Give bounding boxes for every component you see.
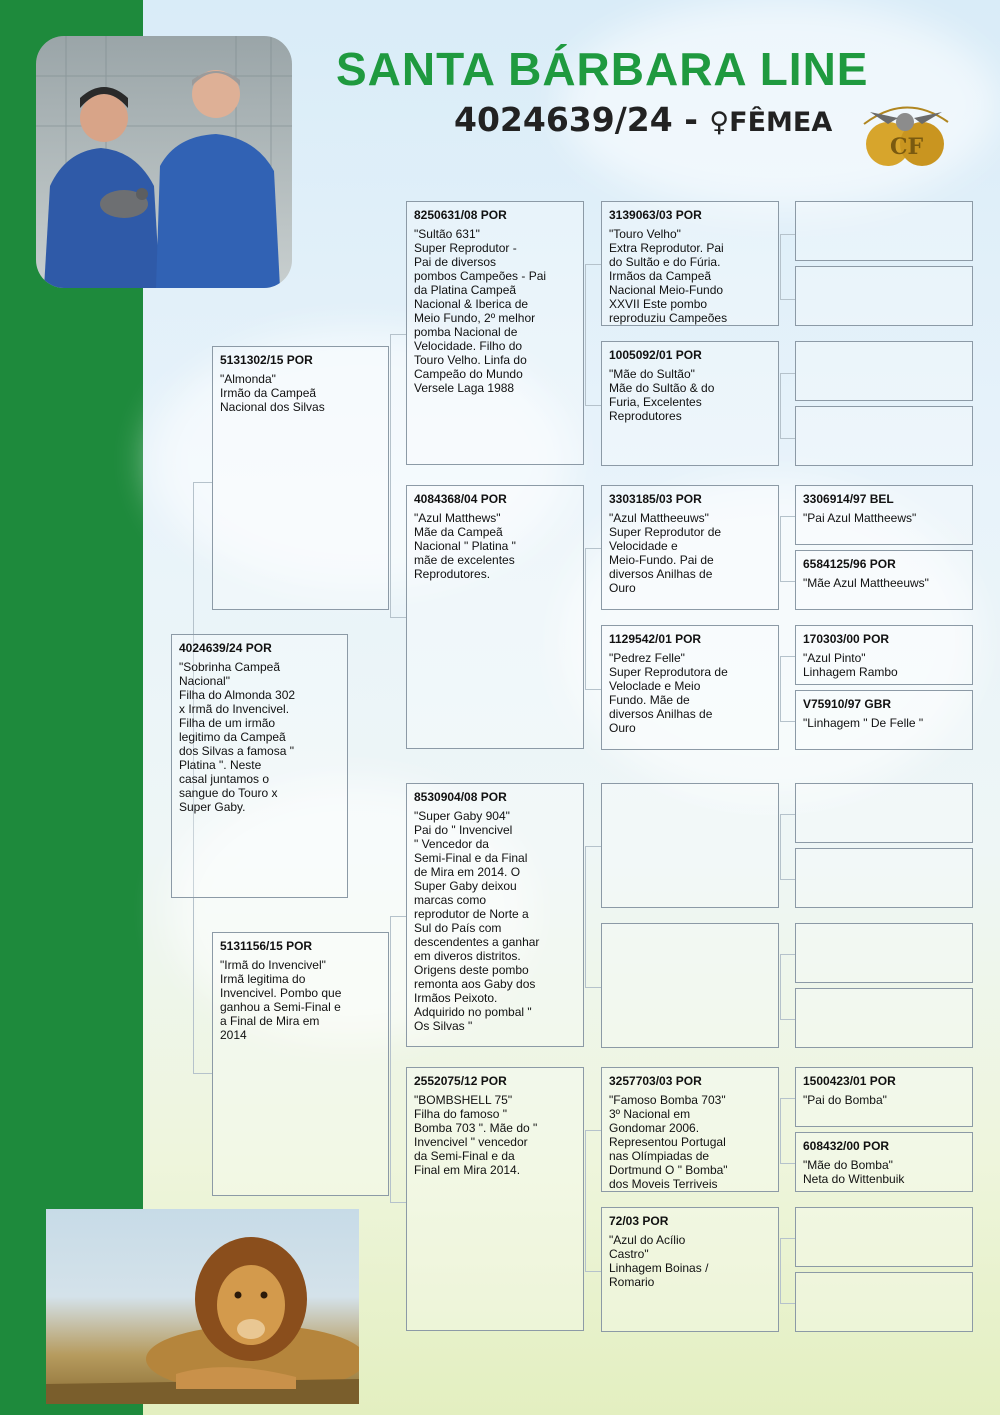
bird-description: "Sultão 631" Super Reprodutor - Pai de diversos pombos Campeões - Pai da Platina Campeã Nacional & Iberica de Meio Fundo, 2º melhor pomba Nacional de Velocidade. Filho do Touro Velho. Linfa do Campeão do Mundo Versele Laga 1988	[414, 227, 547, 395]
ring-number: 1005092/01 POR	[609, 348, 702, 362]
pedigree-ddd	[601, 1207, 779, 1332]
connector	[780, 1238, 796, 1304]
pedigree-g4-empty	[795, 201, 973, 261]
ring-number: 6584125/96 POR	[803, 557, 896, 571]
pedigree-dam	[212, 932, 389, 1196]
ring-number: 3303185/03 POR	[609, 492, 702, 506]
pedigree-g4-empty	[795, 1207, 973, 1267]
connector	[585, 264, 601, 406]
pedigree-sss	[601, 201, 779, 326]
connector	[390, 916, 406, 1203]
bird-description: "Azul Mattheeuws" Super Reprodutor de Velocidade e Meio-Fundo. Pai de diversos Anilhas de Ouro	[609, 511, 722, 595]
pedigree-g4-empty	[795, 1272, 973, 1332]
ring-number: V75910/97 GBR	[803, 697, 892, 711]
bird-description: "Azul Matthews" Mãe da Campeã Nacional " Platina " mãe de excelentes Reprodutores.	[414, 511, 516, 581]
connector	[780, 516, 796, 582]
pedigree-g4-empty	[795, 266, 973, 326]
ring-number: 8250631/08 POR	[414, 208, 507, 222]
pedigree-g4-empty	[795, 848, 973, 908]
pedigree-dsd-empty	[601, 923, 779, 1048]
female-icon: ♀	[709, 107, 730, 138]
ring-number: 1129542/01 POR	[609, 632, 702, 646]
bird-description: "Mãe do Sultão" Mãe do Sultão & do Furia, Excelentes Reprodutores	[609, 367, 715, 423]
heading-ring: 4024639/24 -	[454, 100, 698, 139]
pedigree-sdss	[795, 485, 973, 545]
connector	[780, 234, 796, 300]
pedigree-g4-empty	[795, 988, 973, 1048]
pedigree-sire-dam	[406, 485, 584, 749]
bird-description: "Famoso Bomba 703" 3º Nacional em Gondomar 2006. Representou Portugal nas Olímpiadas de Dortmund O " Bomba" dos Moveis Terriveis	[609, 1093, 728, 1191]
club-logo	[858, 94, 954, 170]
connector	[780, 1098, 796, 1164]
pedigree-dam-dam	[406, 1067, 584, 1331]
ring-number: 4084368/04 POR	[414, 492, 507, 506]
pedigree-g4-empty	[795, 923, 973, 983]
bird-description: "Pai Azul Mattheews"	[803, 511, 917, 525]
pedigree-sddd	[795, 690, 973, 750]
breeders-illustration	[36, 36, 292, 288]
lion-illustration	[46, 1209, 359, 1404]
pedigree-ddss	[795, 1067, 973, 1127]
pedigree-subject	[171, 634, 348, 898]
pedigree-sdsd	[795, 550, 973, 610]
ring-number: 4024639/24 POR	[179, 641, 272, 655]
connector	[780, 656, 796, 722]
pedigree-ssd	[601, 341, 779, 466]
pedigree-sdds	[795, 625, 973, 685]
connector	[780, 373, 796, 439]
bird-description: "Linhagem " De Felle "	[803, 716, 924, 730]
ring-number: 3306914/97 BEL	[803, 492, 894, 506]
ring-number: 2552075/12 POR	[414, 1074, 507, 1088]
pedigree-dam-sire	[406, 783, 584, 1047]
pedigree-sdd	[601, 625, 779, 750]
subject-ring-heading	[454, 100, 832, 139]
bird-description: "BOMBSHELL 75" Filha do famoso " Bomba 703 ". Mãe do " Invencivel " vencedor da Semi-Final e da Final em Mira 2014.	[414, 1093, 538, 1177]
ring-number: 3139063/03 POR	[609, 208, 702, 222]
ring-number: 72/03 POR	[609, 1214, 669, 1228]
bird-description: "Super Gaby 904" Pai do " Invencivel " Vencedor da Semi-Final e da Final de Mira em 2014. O Super Gaby deixou marcas como reprodutor de Norte a Sul do País com descendentes a ganhar em diveros distritos. Origens deste pombo remonta aos Gaby dos Irmãos Peixoto. Adquirido no pombal " Os Silvas "	[414, 809, 540, 1033]
page-title: SANTA BÁRBARA LINE	[336, 43, 869, 95]
ring-number: 1500423/01 POR	[803, 1074, 896, 1088]
bird-description: "Mãe do Bomba" Neta do Wittenbuik	[803, 1158, 905, 1186]
bird-description: "Pai do Bomba"	[803, 1093, 887, 1107]
bird-description: "Mãe Azul Mattheeuws"	[803, 576, 929, 590]
bird-description: "Pedrez Felle" Super Reprodutora de Veloclade e Meio Fundo. Mãe de diversos Anilhas de Ouro	[609, 651, 728, 735]
connector	[585, 1130, 601, 1272]
pedigree-dds	[601, 1067, 779, 1192]
bird-description: "Touro Velho" Extra Reprodutor. Pai do Sultão e do Fúria. Irmãos da Campeã Nacional Meio-Fundo XXVII Este pombo reproduziu Campeões	[609, 227, 728, 325]
pedigree-ddsd	[795, 1132, 973, 1192]
pedigree-g4-empty	[795, 783, 973, 843]
lion-photo	[46, 1209, 359, 1404]
ring-number: 3257703/03 POR	[609, 1074, 702, 1088]
ring-number: 5131156/15 POR	[220, 939, 313, 953]
connector	[585, 548, 601, 690]
ring-number: 170303/00 POR	[803, 632, 890, 646]
bird-description: "Sobrinha Campeã Nacional" Filha do Almonda 302 x Irmã do Invencivel. Filha de um irmão legitimo da Campeã dos Silvas a famosa " Platina ". Neste casal juntamos o sangue do Touro x Super Gaby.	[179, 660, 296, 814]
bird-description: "Azul do Acílio Castro" Linhagem Boinas / Romario	[609, 1233, 709, 1289]
ring-number: 5131302/15 POR	[220, 353, 313, 367]
connector	[780, 814, 796, 880]
heading-sex-label: FÊMEA	[729, 107, 833, 138]
pedigree-g4-empty	[795, 406, 973, 466]
pedigree-dss-empty	[601, 783, 779, 908]
svg-text:CF: CF	[890, 134, 924, 160]
bird-description: "Azul Pinto" Linhagem Rambo	[803, 651, 898, 679]
pedigree-sire	[212, 346, 389, 610]
pedigree-sire-sire	[406, 201, 584, 465]
ring-number: 8530904/08 POR	[414, 790, 507, 804]
bird-description: "Almonda" Irmão da Campeã Nacional dos Silvas	[220, 372, 325, 414]
ring-number: 608432/00 POR	[803, 1139, 890, 1153]
bird-description: "Irmã do Invencivel" Irmã legitima do Invencivel. Pombo que ganhou a Semi-Final e a Final de Mira em 2014	[220, 958, 342, 1042]
pedigree-g4-empty	[795, 341, 973, 401]
pedigree-sds	[601, 485, 779, 610]
globe-pigeon-logo	[858, 94, 954, 170]
connector	[390, 334, 406, 618]
breeders-photo	[36, 36, 292, 288]
connector	[585, 846, 601, 988]
connector	[780, 954, 796, 1020]
